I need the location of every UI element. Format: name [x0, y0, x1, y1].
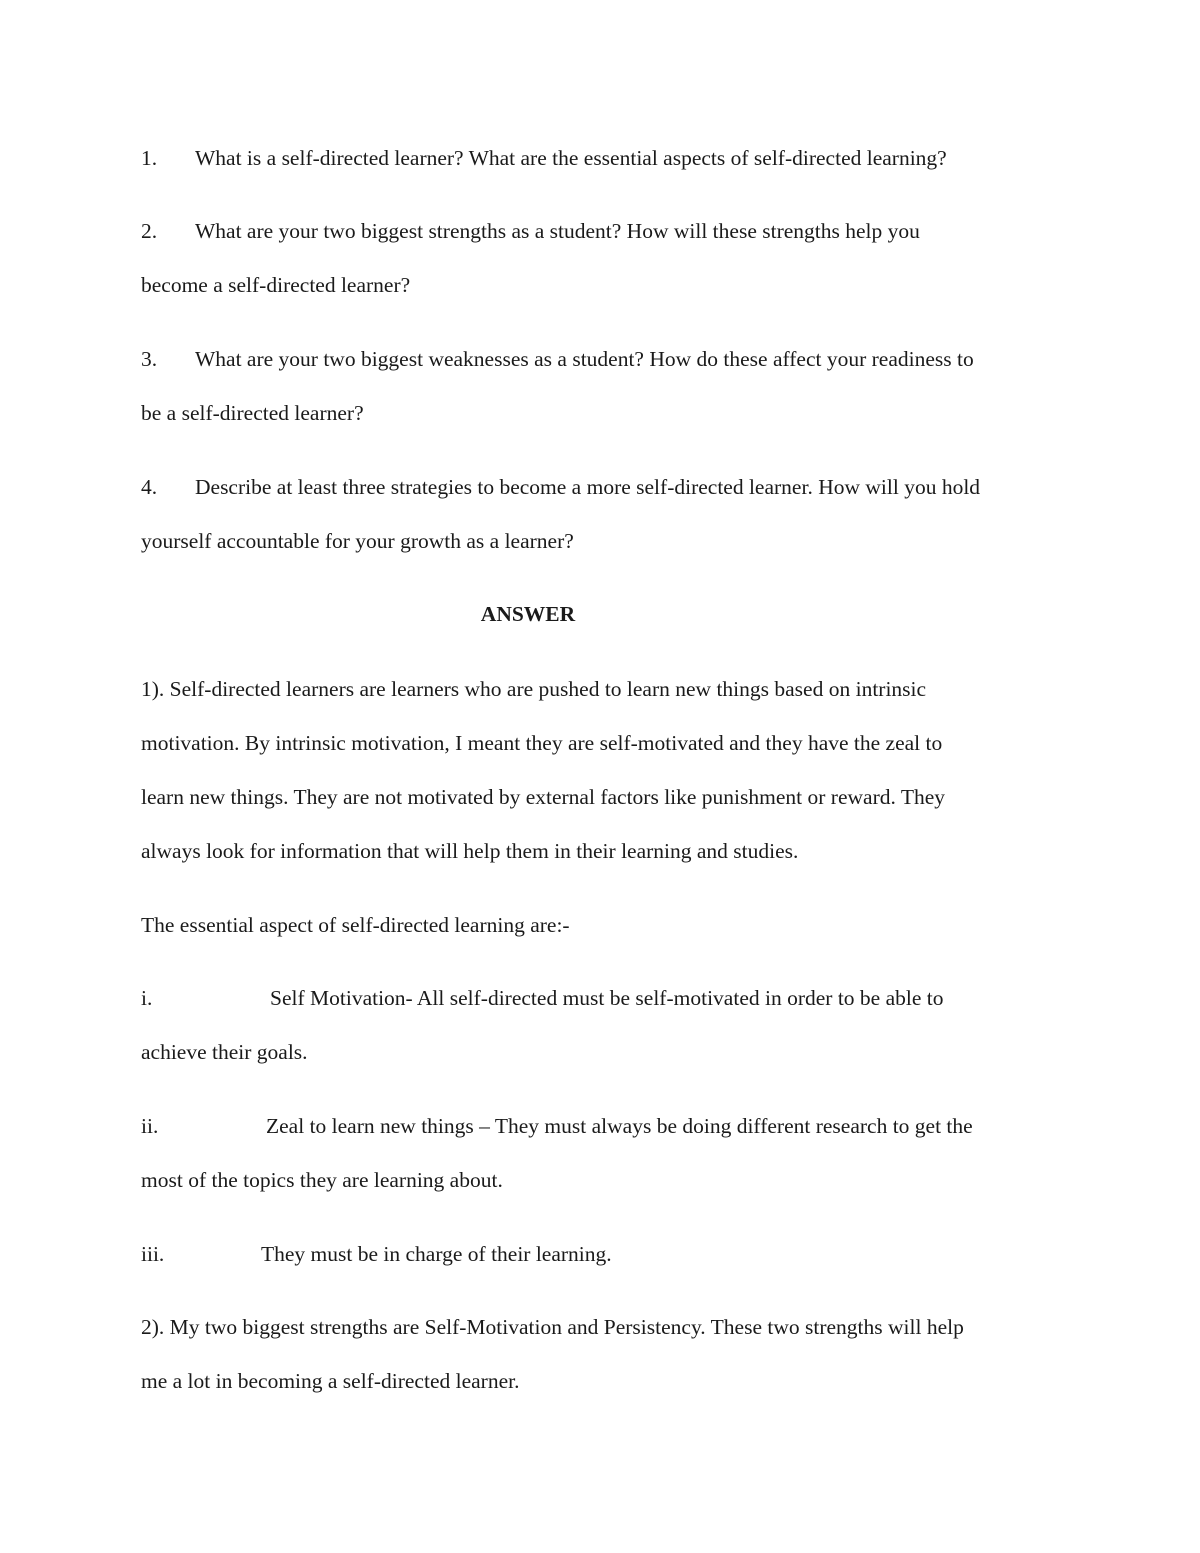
paragraph-line: me a lot in becoming a self-directed learner.: [141, 1369, 520, 1393]
aspect-text: Zeal to learn new things – They must always be doing different research to get the: [266, 1114, 973, 1138]
paragraph-line: always look for information that will help them in their learning and studies.: [141, 839, 799, 863]
question-number: 1.: [141, 146, 158, 170]
aspect-number: iii.: [141, 1242, 165, 1266]
aspect-text-continued: most of the topics they are learning about.: [141, 1168, 503, 1192]
aspect-number: ii.: [141, 1114, 159, 1138]
question-text: Describe at least three strategies to become a more self-directed learner. How will you hold: [195, 475, 981, 499]
aspect-number: i.: [141, 986, 153, 1010]
question-number: 2.: [141, 219, 158, 243]
aspect-text-continued: achieve their goals.: [141, 1040, 308, 1064]
question-number: 3.: [141, 347, 158, 371]
question-text: What is a self-directed learner? What are the essential aspects of self-directed learning?: [195, 146, 947, 170]
question-text-continued: be a self-directed learner?: [141, 401, 364, 425]
aspect-text: They must be in charge of their learning.: [261, 1242, 612, 1266]
paragraph-line: learn new things. They are not motivated by external factors like punishment or reward. They: [141, 785, 946, 809]
question-text: What are your two biggest strengths as a student? How will these strengths help you: [195, 219, 920, 243]
aspect-text: Self Motivation- All self-directed must be self-motivated in order to be able to: [270, 986, 944, 1010]
question-text-continued: yourself accountable for your growth as a learner?: [141, 529, 574, 553]
question-text-continued: become a self-directed learner?: [141, 273, 411, 297]
answer-heading: ANSWER: [480, 602, 576, 626]
question-number: 4.: [141, 475, 158, 499]
question-text: What are your two biggest weaknesses as a student? How do these affect your readiness to: [195, 347, 974, 371]
paragraph-line: 1). Self-directed learners are learners who are pushed to learn new things based on intrinsic: [141, 677, 927, 701]
paragraph-line: motivation. By intrinsic motivation, I meant they are self-motivated and they have the zeal to: [141, 731, 943, 755]
aspects-intro: The essential aspect of self-directed learning are:-: [141, 913, 570, 937]
paragraph-line: 2). My two biggest strengths are Self-Motivation and Persistency. These two strengths will help: [141, 1315, 964, 1339]
